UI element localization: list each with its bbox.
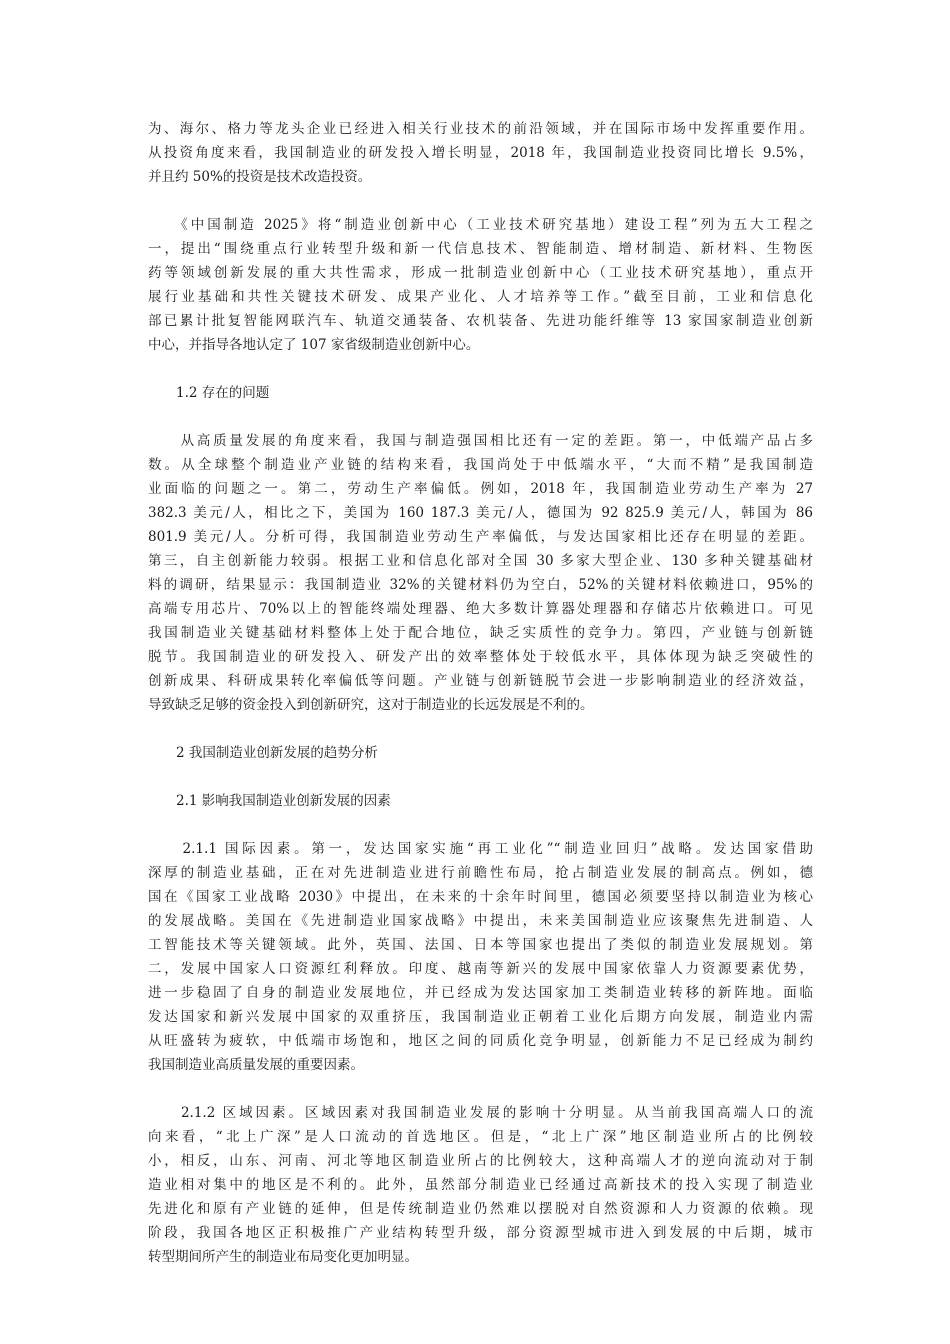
text-line: 料的调研，结果显示：我国制造业 32%的关键材料仍为空白，52%的关键材料依赖进口，95%的 — [148, 577, 813, 593]
text-line: 我国制造业高质量发展的重要因素。 — [148, 1057, 364, 1073]
document-body — [148, 117, 813, 1269]
paragraph-made-in-china-2025 — [148, 213, 813, 357]
text-line: 第三，自主创新能力较弱。根据工业和信息化部对全国 30 多家大型企业、130 多种关键基础材 — [148, 553, 813, 569]
text-line: 高端专用芯片、70%以上的智能终端处理器、绝大多数计算器处理器和存储芯片依赖进口。可见 — [148, 601, 813, 617]
text-line: 为、海尔、格力等龙头企业已经进入相关行业技术的前沿领域，并在国际市场中发挥重要作用。 — [148, 121, 813, 137]
text-line: 二，发展中国家人口资源红利释放。印度、越南等新兴的发展中国家依靠人力资源要素优势， — [148, 961, 813, 977]
paragraph-gap — [148, 189, 813, 213]
text-line: 阶段，我国各地区正积极推广产业结构转型升级，部分资源型城市进入到发展的中后期，城市 — [148, 1225, 813, 1241]
paragraph-existing-problems — [148, 429, 813, 717]
paragraph-regional-factors — [148, 1101, 813, 1269]
text-line: 中心，并指导各地认定了 107 家省级制造业创新中心。 — [148, 337, 480, 353]
text-line: 展行业基础和共性关键技术研发、成果产业化、人才培养等工作。”截至目前，工业和信息化 — [148, 289, 813, 305]
paragraph-investment — [148, 117, 813, 189]
text-line: 382.3 美元/人，相比之下，美国为 160 187.3 美元/人，德国为 92 825.9 美元/人，韩国为 86 — [148, 505, 813, 521]
text-line: 2.1.1 国际因素。第一，发达国家实施“再工业化”“制造业回归”战略。发达国家借助 — [148, 841, 813, 857]
section-heading-1-2: 1.2 存在的问题 — [176, 385, 270, 401]
text-line: 脱节。我国制造业的研发投入、研发产出的效率整体处于较低水平，具体体现为缺乏突破性的 — [148, 649, 813, 665]
text-line: 向来看，“北上广深”是人口流动的首选地区。但是，“北上广深”地区制造业所占的比例较 — [148, 1129, 813, 1145]
text-line: 工智能技术等关键领域。此外，英国、法国、日本等国家也提出了类似的制造业发展规划。第 — [148, 937, 813, 953]
text-line: 部已累计批复智能网联汽车、轨道交通装备、农机装备、先进功能纤维等 13 家国家制造业创新 — [148, 313, 813, 329]
section-heading-2: 2 我国制造业创新发展的趋势分析 — [176, 745, 378, 761]
text-line: 造业相对集中的地区是不利的。此外，虽然部分制造业已经通过高新技术的投入实现了制造业 — [148, 1177, 813, 1193]
text-line: 导致缺乏足够的资金投入到创新研究，这对于制造业的长远发展是不利的。 — [148, 697, 594, 713]
text-line: 从旺盛转为疲软，中低端市场饱和，地区之间的同质化竞争明显，创新能力不足已经成为制约 — [148, 1033, 813, 1049]
text-line: 国在《国家工业战略 2030》中提出，在未来的十余年时间里，德国必须要坚持以制造业为核心 — [148, 889, 813, 905]
paragraph-gap — [148, 717, 813, 741]
text-line: 发达国家和新兴发展中国家的双重挤压，我国制造业正朝着工业化后期方向发展，制造业内需 — [148, 1009, 813, 1025]
text-line: 业面临的问题之一。第二，劳动生产率偏低。例如，2018 年，我国制造业劳动生产率为 27 — [148, 481, 813, 497]
text-line: 的发展战略。美国在《先进制造业国家战略》中提出，未来美国制造业应该聚焦先进制造、人 — [148, 913, 813, 929]
text-line: 深厚的制造业基础，正在对先进制造业进行前瞻性布局，抢占制造业发展的制高点。例如，德 — [148, 865, 813, 881]
text-line: 转型期间所产生的制造业布局变化更加明显。 — [148, 1249, 418, 1265]
text-line: 我国制造业关键基础材料整体上处于配合地位，缺乏实质性的竞争力。第四，产业链与创新链 — [148, 625, 813, 641]
text-line: 先进化和原有产业链的延伸，但是传统制造业仍然难以摆脱对自然资源和人力资源的依赖。现 — [148, 1201, 813, 1217]
paragraph-gap — [148, 357, 813, 381]
text-line: 并且约 50%的投资是技术改造投资。 — [148, 169, 372, 185]
text-line: 《中国制造 2025》将“制造业创新中心（工业技术研究基地）建设工程”列为五大工程之 — [148, 217, 813, 233]
text-line: 2.1.2 区域因素。区域因素对我国制造业发展的影响十分明显。从当前我国高端人口的流 — [148, 1105, 813, 1121]
text-line: 一，提出“围绕重点行业转型升级和新一代信息技术、智能制造、增材制造、新材料、生物医 — [148, 241, 813, 257]
paragraph-international-factors — [148, 837, 813, 1077]
text-line: 创新成果、科研成果转化率偏低等问题。产业链与创新链脱节会进一步影响制造业的经济效益， — [148, 673, 813, 689]
text-line: 从投资角度来看，我国制造业的研发投入增长明显，2018 年，我国制造业投资同比增长 9.5%， — [148, 145, 813, 161]
paragraph-gap — [148, 405, 813, 429]
paragraph-gap — [148, 765, 813, 789]
text-line: 从高质量发展的角度来看，我国与制造强国相比还有一定的差距。第一，中低端产品占多 — [148, 433, 813, 449]
text-line: 小，相反，山东、河南、河北等地区制造业所占的比例较大，这种高端人才的逆向流动对于制 — [148, 1153, 813, 1169]
paragraph-gap — [148, 813, 813, 837]
text-line: 801.9 美元/人。分析可得，我国制造业劳动生产率偏低，与发达国家相比还存在明显的差距。 — [148, 529, 813, 545]
section-heading-2-1: 2.1 影响我国制造业创新发展的因素 — [176, 793, 391, 809]
text-line: 进一步稳固了自身的制造业发展地位，并已经成为发达国家加工类制造业转移的新阵地。面临 — [148, 985, 813, 1001]
paragraph-gap — [148, 1077, 813, 1101]
text-line: 药等领域创新发展的重大共性需求，形成一批制造业创新中心（工业技术研究基地），重点开 — [148, 265, 813, 281]
text-line: 数。从全球整个制造业产业链的结构来看，我国尚处于中低端水平，“大而不精”是我国制造 — [148, 457, 813, 473]
